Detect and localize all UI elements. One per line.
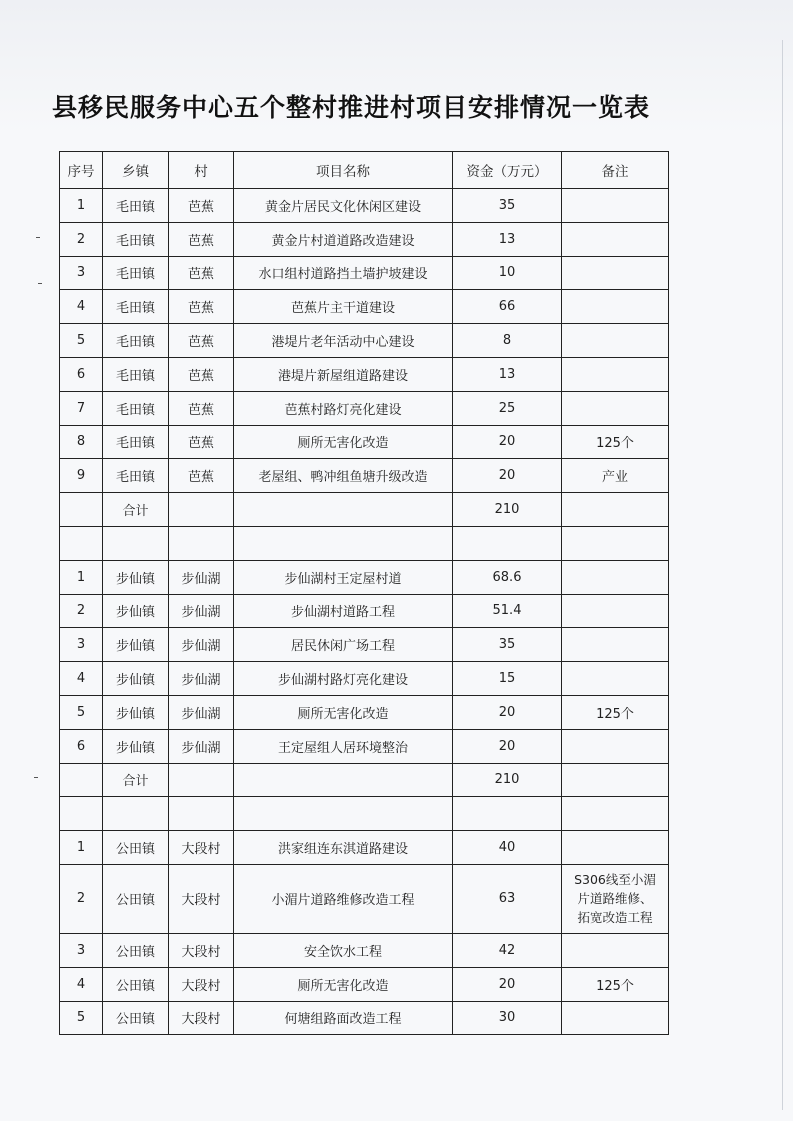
cell-fund: 30 bbox=[453, 1001, 562, 1035]
table-row bbox=[60, 560, 669, 594]
cell-no: 3 bbox=[60, 933, 103, 967]
cell-empty bbox=[60, 763, 103, 797]
cell-village: 大段村 bbox=[169, 1001, 234, 1035]
table-row bbox=[60, 729, 669, 763]
cell-no: 6 bbox=[60, 357, 103, 391]
spacer-row bbox=[60, 797, 669, 831]
cell-note bbox=[562, 222, 669, 256]
cell-empty bbox=[234, 493, 453, 527]
cell-project: 港堤片新屋组道路建设 bbox=[234, 357, 453, 391]
cell-note bbox=[562, 290, 669, 324]
cell-empty bbox=[169, 493, 234, 527]
table-row bbox=[60, 933, 669, 967]
cell-town: 公田镇 bbox=[103, 967, 169, 1001]
cell-note: 125个 bbox=[562, 695, 669, 729]
cell-note bbox=[562, 594, 669, 628]
cell-no: 4 bbox=[60, 290, 103, 324]
total-row bbox=[60, 493, 669, 527]
cell-empty bbox=[234, 763, 453, 797]
cell-no: 4 bbox=[60, 662, 103, 696]
cell-no: 3 bbox=[60, 256, 103, 290]
cell-note bbox=[562, 1001, 669, 1035]
header-note: 备注 bbox=[562, 152, 669, 189]
cell-town: 毛田镇 bbox=[103, 189, 169, 223]
cell-note bbox=[562, 628, 669, 662]
table-row bbox=[60, 594, 669, 628]
cell-fund: 15 bbox=[453, 662, 562, 696]
cell-town: 公田镇 bbox=[103, 864, 169, 933]
cell-note: 产业 bbox=[562, 459, 669, 493]
cell-project: 芭蕉片主干道建设 bbox=[234, 290, 453, 324]
table-row bbox=[60, 459, 669, 493]
cell-project: 小湄片道路维修改造工程 bbox=[234, 864, 453, 933]
cell-no: 4 bbox=[60, 967, 103, 1001]
cell-no: 3 bbox=[60, 628, 103, 662]
cell-village: 芭蕉 bbox=[169, 425, 234, 459]
cell-project: 居民休闲广场工程 bbox=[234, 628, 453, 662]
header-village: 村 bbox=[169, 152, 234, 189]
cell-note bbox=[562, 729, 669, 763]
cell-note bbox=[562, 831, 669, 865]
page-edge-line bbox=[782, 40, 783, 1110]
cell-no: 5 bbox=[60, 324, 103, 358]
document-title: 县移民服务中心五个整村推进村项目安排情况一览表 bbox=[52, 93, 651, 122]
cell-town: 公田镇 bbox=[103, 1001, 169, 1035]
cell-village: 大段村 bbox=[169, 864, 234, 933]
cell-project: 安全饮水工程 bbox=[234, 933, 453, 967]
cell-town: 毛田镇 bbox=[103, 357, 169, 391]
cell-project: 老屋组、鸭冲组鱼塘升级改造 bbox=[234, 459, 453, 493]
cell-no: 2 bbox=[60, 594, 103, 628]
cell-fund: 20 bbox=[453, 425, 562, 459]
cell-village: 芭蕉 bbox=[169, 189, 234, 223]
cell-fund: 42 bbox=[453, 933, 562, 967]
cell-town: 步仙镇 bbox=[103, 729, 169, 763]
cell-fund: 66 bbox=[453, 290, 562, 324]
cell-note bbox=[562, 391, 669, 425]
cell-fund: 10 bbox=[453, 256, 562, 290]
cell-empty bbox=[169, 763, 234, 797]
cell-village: 步仙湖 bbox=[169, 594, 234, 628]
total-label: 合计 bbox=[103, 493, 169, 527]
cell-fund: 40 bbox=[453, 831, 562, 865]
cell-no: 1 bbox=[60, 189, 103, 223]
cell-no: 9 bbox=[60, 459, 103, 493]
cell-village: 步仙湖 bbox=[169, 662, 234, 696]
cell-village: 芭蕉 bbox=[169, 357, 234, 391]
table-row bbox=[60, 695, 669, 729]
header-town: 乡镇 bbox=[103, 152, 169, 189]
spacer-row bbox=[60, 526, 669, 560]
cell-project: 厕所无害化改造 bbox=[234, 967, 453, 1001]
table-row bbox=[60, 864, 669, 933]
cell-fund: 20 bbox=[453, 459, 562, 493]
cell-note: 125个 bbox=[562, 425, 669, 459]
cell-town: 步仙镇 bbox=[103, 594, 169, 628]
cell-village: 芭蕉 bbox=[169, 290, 234, 324]
cell-no: 2 bbox=[60, 864, 103, 933]
table-row bbox=[60, 1001, 669, 1035]
table-row bbox=[60, 290, 669, 324]
cell-village: 大段村 bbox=[169, 831, 234, 865]
cell-project: 步仙湖村路灯亮化建设 bbox=[234, 662, 453, 696]
cell-note bbox=[562, 864, 669, 933]
cell-fund: 35 bbox=[453, 189, 562, 223]
table-row bbox=[60, 662, 669, 696]
header-no: 序号 bbox=[60, 152, 103, 189]
cell-village: 步仙湖 bbox=[169, 628, 234, 662]
cell-town: 毛田镇 bbox=[103, 391, 169, 425]
table-row bbox=[60, 324, 669, 358]
cell-village: 步仙湖 bbox=[169, 729, 234, 763]
cell-project: 何塘组路面改造工程 bbox=[234, 1001, 453, 1035]
cell-no: 1 bbox=[60, 560, 103, 594]
cell-note bbox=[562, 189, 669, 223]
table-row bbox=[60, 256, 669, 290]
cell-village: 大段村 bbox=[169, 933, 234, 967]
table-row bbox=[60, 189, 669, 223]
cell-town: 毛田镇 bbox=[103, 425, 169, 459]
cell-project: 芭蕉村路灯亮化建设 bbox=[234, 391, 453, 425]
note-line: 拓宽改造工程 bbox=[577, 910, 653, 926]
cell-fund: 20 bbox=[453, 967, 562, 1001]
cell-no: 1 bbox=[60, 831, 103, 865]
cell-note bbox=[562, 357, 669, 391]
cell-town: 公田镇 bbox=[103, 831, 169, 865]
cell-project: 厕所无害化改造 bbox=[234, 425, 453, 459]
cell-fund: 68.6 bbox=[453, 560, 562, 594]
cell-town: 公田镇 bbox=[103, 933, 169, 967]
cell-note bbox=[562, 662, 669, 696]
cell-town: 毛田镇 bbox=[103, 290, 169, 324]
cell-no: 8 bbox=[60, 425, 103, 459]
scan-speck bbox=[34, 777, 38, 778]
total-value: 210 bbox=[453, 763, 562, 797]
cell-no: 2 bbox=[60, 222, 103, 256]
cell-note bbox=[562, 933, 669, 967]
cell-village: 步仙湖 bbox=[169, 695, 234, 729]
table-header-row bbox=[60, 152, 669, 189]
cell-note bbox=[562, 324, 669, 358]
cell-town: 步仙镇 bbox=[103, 695, 169, 729]
cell-note: 125个 bbox=[562, 967, 669, 1001]
cell-project: 水口组村道路挡土墙护坡建设 bbox=[234, 256, 453, 290]
cell-project: 黄金片村道道路改造建设 bbox=[234, 222, 453, 256]
table-row bbox=[60, 831, 669, 865]
cell-fund: 35 bbox=[453, 628, 562, 662]
cell-no: 5 bbox=[60, 695, 103, 729]
cell-project: 王定屋组人居环境整治 bbox=[234, 729, 453, 763]
cell-town: 步仙镇 bbox=[103, 560, 169, 594]
total-value: 210 bbox=[453, 493, 562, 527]
note-line: 片道路维修、 bbox=[577, 891, 653, 907]
total-label: 合计 bbox=[103, 763, 169, 797]
cell-village: 芭蕉 bbox=[169, 391, 234, 425]
total-row bbox=[60, 763, 669, 797]
cell-town: 毛田镇 bbox=[103, 324, 169, 358]
table-row bbox=[60, 391, 669, 425]
cell-empty bbox=[60, 493, 103, 527]
cell-note bbox=[562, 256, 669, 290]
cell-fund: 20 bbox=[453, 729, 562, 763]
cell-village: 大段村 bbox=[169, 967, 234, 1001]
cell-village: 步仙湖 bbox=[169, 560, 234, 594]
scan-speck bbox=[36, 237, 40, 238]
cell-empty bbox=[562, 493, 669, 527]
cell-village: 芭蕉 bbox=[169, 256, 234, 290]
header-project: 项目名称 bbox=[234, 152, 453, 189]
table-row bbox=[60, 222, 669, 256]
cell-town: 步仙镇 bbox=[103, 662, 169, 696]
cell-project: 步仙湖村道路工程 bbox=[234, 594, 453, 628]
cell-fund: 8 bbox=[453, 324, 562, 358]
cell-town: 毛田镇 bbox=[103, 459, 169, 493]
cell-project: 港堤片老年活动中心建设 bbox=[234, 324, 453, 358]
cell-no: 7 bbox=[60, 391, 103, 425]
cell-town: 毛田镇 bbox=[103, 256, 169, 290]
cell-fund: 63 bbox=[453, 864, 562, 933]
cell-no: 5 bbox=[60, 1001, 103, 1035]
cell-fund: 13 bbox=[453, 357, 562, 391]
table-row bbox=[60, 357, 669, 391]
cell-village: 芭蕉 bbox=[169, 324, 234, 358]
table-row bbox=[60, 628, 669, 662]
cell-note bbox=[562, 560, 669, 594]
scan-speck bbox=[38, 283, 42, 284]
cell-fund: 13 bbox=[453, 222, 562, 256]
cell-no: 6 bbox=[60, 729, 103, 763]
note-line: S306线至小湄 bbox=[574, 872, 656, 888]
cell-empty bbox=[562, 763, 669, 797]
cell-village: 芭蕉 bbox=[169, 222, 234, 256]
cell-project: 步仙湖村王定屋村道 bbox=[234, 560, 453, 594]
cell-town: 毛田镇 bbox=[103, 222, 169, 256]
cell-project: 洪家组连东淇道路建设 bbox=[234, 831, 453, 865]
cell-town: 步仙镇 bbox=[103, 628, 169, 662]
table-row bbox=[60, 967, 669, 1001]
cell-village: 芭蕉 bbox=[169, 459, 234, 493]
project-table bbox=[59, 151, 669, 1035]
cell-project: 黄金片居民文化休闲区建设 bbox=[234, 189, 453, 223]
cell-fund: 51.4 bbox=[453, 594, 562, 628]
cell-fund: 25 bbox=[453, 391, 562, 425]
header-fund: 资金（万元） bbox=[453, 152, 562, 189]
cell-project: 厕所无害化改造 bbox=[234, 695, 453, 729]
cell-fund: 20 bbox=[453, 695, 562, 729]
table-row bbox=[60, 425, 669, 459]
